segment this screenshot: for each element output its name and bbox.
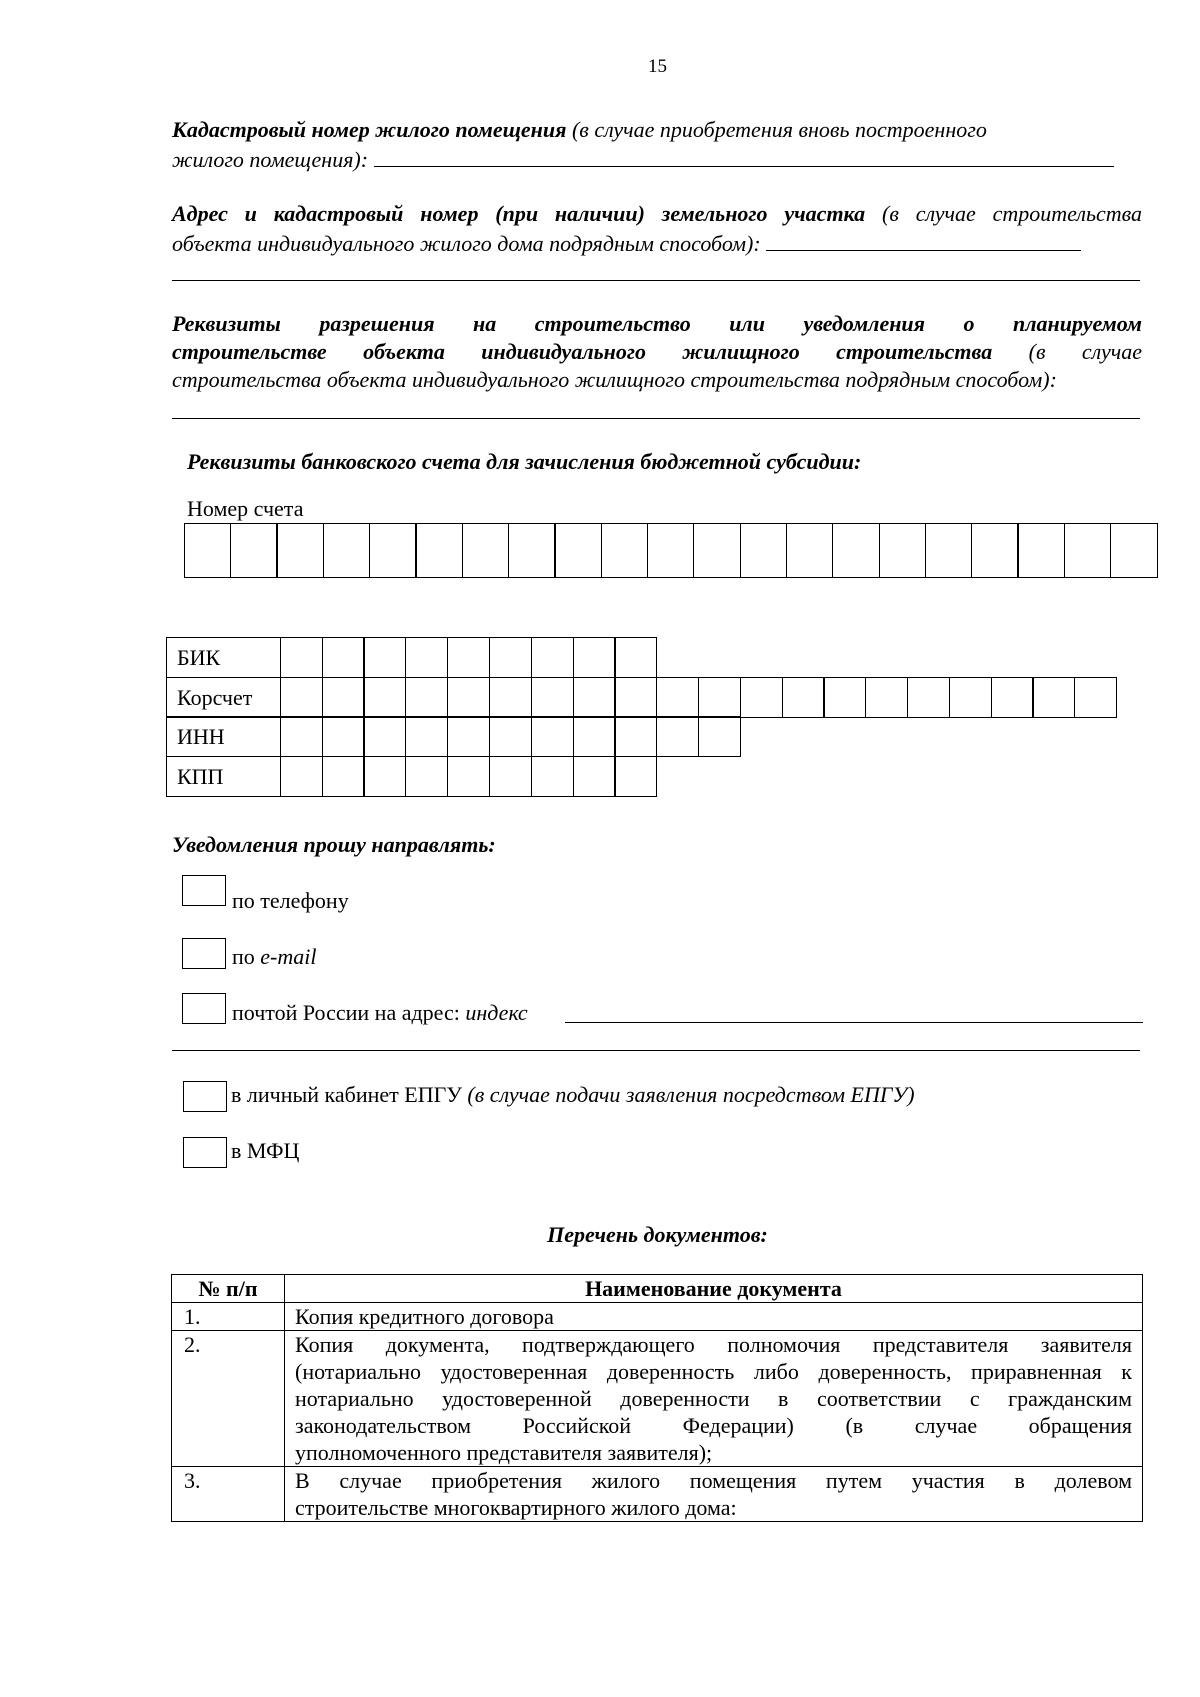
bank-digit-cell[interactable]	[531, 756, 574, 797]
bank-digit-cell[interactable]	[447, 677, 490, 718]
page-number: 15	[648, 56, 667, 77]
bank-digit-cell[interactable]	[322, 677, 365, 718]
document-line: В случае приобретения жилого помещения путем участия в долевом	[295, 1468, 1132, 1493]
phone-option-label: по телефону	[232, 888, 349, 913]
bank-digit-cell[interactable]	[363, 716, 406, 757]
bank-digit-cell[interactable]	[489, 677, 532, 718]
document-line: Копия документа, подтверждающего полномочия представителя заявителя	[295, 1332, 1132, 1357]
bank-digit-cell[interactable]	[447, 756, 490, 797]
post-option-label	[232, 1000, 528, 1026]
account-digit-cell[interactable]	[786, 523, 834, 578]
account-digit-cell[interactable]	[415, 523, 463, 578]
bank-digit-cell[interactable]	[280, 677, 323, 718]
epgu-text: в личный кабинет ЕПГУ	[231, 1082, 462, 1107]
permit-line-2: строительстве объекта индивидуального жилищного строительства	[172, 339, 993, 364]
bank-digit-cell[interactable]	[698, 716, 741, 757]
land-plot-note: (в случае строительства	[882, 201, 1143, 226]
permit-note: (в случае	[1028, 339, 1143, 364]
bank-digit-cell[interactable]	[614, 756, 657, 797]
row-document-name	[285, 1303, 1143, 1331]
land-plot-field-line-2[interactable]	[172, 280, 1140, 281]
bank-row	[166, 637, 1117, 678]
bank-digit-cell[interactable]	[949, 677, 992, 718]
account-digit-cell[interactable]	[554, 523, 602, 578]
bank-digit-cell[interactable]	[1032, 677, 1075, 718]
table-row	[172, 1331, 1143, 1467]
bank-details-grid	[166, 638, 1117, 797]
bank-digit-cell[interactable]	[698, 677, 741, 718]
documents-table	[171, 1274, 1143, 1522]
bank-heading: Реквизиты банковского счета для зачисления бюджетной субсидии:	[187, 449, 862, 474]
bank-row-label: Корсчет	[166, 677, 281, 718]
account-digit-cell[interactable]	[971, 523, 1019, 578]
bank-digit-cell[interactable]	[573, 637, 616, 678]
bank-digit-cell[interactable]	[280, 756, 323, 797]
cadastral-dwelling-note: (в случае приобретения вновь построенного	[571, 117, 987, 142]
bank-digit-cell[interactable]	[991, 677, 1034, 718]
checkbox-epgu[interactable]	[183, 1081, 227, 1112]
column-name: Наименование документа	[285, 1275, 1143, 1303]
bank-digit-cell[interactable]	[614, 716, 657, 757]
email-italic: e-mail	[260, 944, 317, 969]
bank-digit-cell[interactable]	[823, 677, 866, 718]
land-plot-field[interactable]	[766, 228, 1081, 251]
bank-digit-cell[interactable]	[489, 716, 532, 757]
account-digit-cell[interactable]	[184, 523, 232, 578]
row-document-name	[285, 1467, 1143, 1522]
document-line: Копия кредитного договора	[295, 1304, 554, 1329]
bank-digit-cell[interactable]	[573, 677, 616, 718]
account-digit-cell[interactable]	[1017, 523, 1065, 578]
account-number-label: Номер счета	[187, 496, 304, 521]
account-digit-cell[interactable]	[276, 523, 324, 578]
bank-digit-cell[interactable]	[907, 677, 950, 718]
bank-digit-cell[interactable]	[405, 637, 448, 678]
bank-digit-cell[interactable]	[865, 677, 908, 718]
email-option-label	[232, 944, 316, 970]
checkbox-mfc[interactable]	[183, 1137, 227, 1168]
account-digit-cell[interactable]	[693, 523, 741, 578]
account-digit-cell[interactable]	[323, 523, 371, 578]
bank-digit-cell[interactable]	[614, 637, 657, 678]
column-number: № п/п	[172, 1275, 285, 1303]
cadastral-dwelling-label: Кадастровый номер жилого помещения	[172, 117, 567, 142]
mfc-option-label: в МФЦ	[231, 1138, 300, 1163]
permit-line-1: Реквизиты разрешения на строительство или уведомления о планируемом	[172, 311, 1142, 336]
table-row	[172, 1303, 1143, 1331]
document-line: законодательством Российской Федерации) (в случае обращения	[295, 1413, 1132, 1438]
table-row	[172, 1467, 1143, 1522]
account-digit-cell[interactable]	[230, 523, 278, 578]
document-line: (нотариально удостоверенная доверенность либо доверенность, приравненная к	[295, 1359, 1132, 1384]
bank-digit-cell[interactable]	[740, 677, 783, 718]
row-number: 2.	[172, 1331, 285, 1467]
bank-digit-cell[interactable]	[531, 637, 574, 678]
cadastral-dwelling-note-2: жилого помещения):	[172, 147, 369, 172]
documents-heading: Перечень документов:	[547, 1222, 768, 1247]
account-digit-cell[interactable]	[1064, 523, 1112, 578]
bank-digit-cell[interactable]	[489, 756, 532, 797]
checkbox-phone[interactable]	[182, 875, 226, 906]
bank-digit-cell[interactable]	[782, 677, 825, 718]
bank-digit-cell[interactable]	[489, 637, 532, 678]
bank-digit-cell[interactable]	[1074, 677, 1117, 718]
document-line: нотариально удостоверенной доверенности в соответствии с гражданским	[295, 1386, 1132, 1411]
row-number: 3.	[172, 1467, 285, 1522]
post-index-field[interactable]	[565, 1022, 1143, 1023]
account-digit-cell[interactable]	[462, 523, 510, 578]
bank-digit-cell[interactable]	[322, 756, 365, 797]
account-number-grid[interactable]	[185, 523, 1158, 578]
bank-digit-cell[interactable]	[447, 716, 490, 757]
bank-digit-cell[interactable]	[363, 756, 406, 797]
bank-digit-cell[interactable]	[363, 677, 406, 718]
cadastral-dwelling-section	[172, 116, 1142, 174]
post-address-field[interactable]	[172, 1050, 1140, 1051]
bank-digit-cell[interactable]	[614, 677, 657, 718]
bank-digit-cell[interactable]	[322, 716, 365, 757]
land-plot-note-2: объекта индивидуального жилого дома подрядным способом):	[172, 231, 761, 256]
post-index-label: индекс	[465, 1000, 528, 1025]
bank-row-label: БИК	[166, 637, 281, 678]
account-digit-cell[interactable]	[601, 523, 649, 578]
row-number: 1.	[172, 1303, 285, 1331]
account-digit-cell[interactable]	[369, 523, 417, 578]
checkbox-post[interactable]	[182, 993, 226, 1024]
email-prefix: по	[232, 944, 255, 969]
bank-digit-cell[interactable]	[405, 677, 448, 718]
land-plot-label: Адрес и кадастровый номер (при наличии) земельного участка	[172, 201, 866, 226]
bank-digit-cell[interactable]	[363, 637, 406, 678]
epgu-note: (в случае подачи заявления посредством ЕПГУ)	[467, 1082, 915, 1107]
account-digit-cell[interactable]	[508, 523, 556, 578]
bank-digit-cell[interactable]	[656, 716, 699, 757]
bank-digit-cell[interactable]	[531, 716, 574, 757]
notifications-heading: Уведомления прошу направлять:	[172, 832, 496, 857]
permit-section	[172, 310, 1142, 394]
bank-digit-cell[interactable]	[405, 756, 448, 797]
bank-digit-cell[interactable]	[405, 716, 448, 757]
permit-field-line[interactable]	[172, 418, 1140, 419]
account-digit-cell[interactable]	[879, 523, 927, 578]
bank-digit-cell[interactable]	[573, 716, 616, 757]
epgu-option-label	[231, 1082, 915, 1108]
bank-digit-cell[interactable]	[656, 677, 699, 718]
documents-table-header	[172, 1275, 1143, 1303]
land-plot-section	[172, 200, 1142, 258]
account-digit-cell[interactable]	[740, 523, 788, 578]
bank-digit-cell[interactable]	[447, 637, 490, 678]
bank-row-label: ИНН	[166, 716, 281, 757]
bank-digit-cell[interactable]	[322, 637, 365, 678]
bank-row	[166, 716, 1117, 757]
checkbox-email[interactable]	[182, 938, 226, 969]
row-document-name	[285, 1331, 1143, 1467]
account-digit-cell[interactable]	[925, 523, 973, 578]
post-prefix: почтой России на адрес:	[232, 1000, 460, 1025]
account-digit-cell[interactable]	[1110, 523, 1158, 578]
account-digit-cell[interactable]	[832, 523, 880, 578]
bank-digit-cell[interactable]	[531, 677, 574, 718]
cadastral-dwelling-field[interactable]	[374, 144, 1114, 167]
bank-row	[166, 677, 1117, 718]
bank-digit-cell[interactable]	[573, 756, 616, 797]
document-line: уполномоченного представителя заявителя);	[295, 1440, 713, 1465]
bank-digit-cell[interactable]	[280, 637, 323, 678]
bank-row-label: КПП	[166, 756, 281, 797]
bank-row	[166, 756, 1117, 797]
document-line: строительстве многоквартирного жилого дома:	[295, 1495, 737, 1520]
permit-line-3: строительства объекта индивидуального жилищного строительства подрядным способом):	[172, 367, 1057, 392]
bank-digit-cell[interactable]	[280, 716, 323, 757]
account-digit-cell[interactable]	[647, 523, 695, 578]
